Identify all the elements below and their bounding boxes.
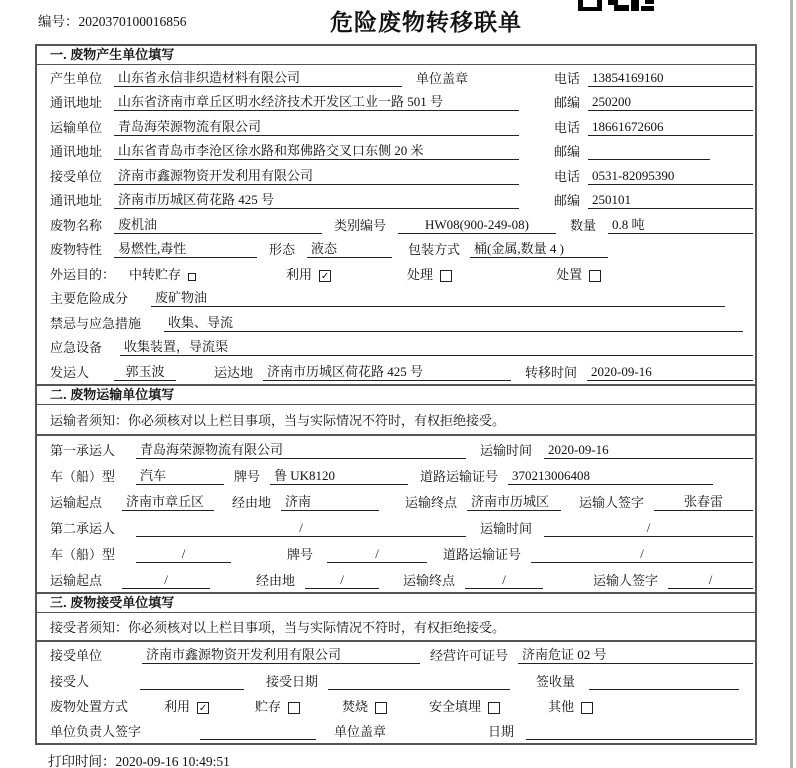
transfer-time-value: 2020-09-16 (587, 364, 753, 381)
row-carrier2 (37, 514, 755, 540)
producer-phone-label: 电话 (553, 70, 580, 86)
checkbox-icon (288, 702, 300, 714)
checkbox-label: 焚烧 (342, 698, 369, 714)
section2-rows (37, 436, 755, 592)
vehicle-type1-label: 车（船）型 (50, 469, 116, 484)
section1-heading: 一. 废物产生单位填写 (37, 46, 755, 65)
checkbox-icon (581, 702, 593, 714)
receiver-address-label: 通讯地址 (50, 193, 103, 209)
producer-phone-value: 13854169160 (588, 70, 753, 87)
transport-time2-label: 运输时间 (480, 521, 533, 536)
hazard-component-label: 主要危险成分 (50, 291, 129, 307)
receiver-unit-label: 接受单位 (50, 168, 103, 184)
purpose-option-dispose (556, 264, 601, 283)
manifest-table (35, 44, 757, 745)
road-permit2-label: 道路运输证号 (443, 547, 522, 562)
business-permit-label: 经营许可证号 (430, 648, 509, 664)
business-permit-value: 济南危证 02 号 (518, 644, 753, 664)
carrier-sign2-value: / (668, 572, 753, 589)
checkbox-icon (440, 270, 452, 282)
producer-postcode-label: 邮编 (553, 95, 580, 111)
waste-property-value: 易燃性,毒性 (114, 238, 257, 258)
shipper-label: 发运人 (50, 364, 90, 380)
producer-address-value: 山东省济南市章丘区明水经济技术开发区工业一路 501 号 (114, 91, 519, 111)
shipper-value: 郭玉波 (114, 361, 176, 381)
transport-phone-label: 电话 (553, 119, 580, 135)
row-shipper (37, 359, 755, 384)
origin2-label: 运输起点 (50, 573, 103, 588)
row-route1 (37, 488, 755, 514)
transport-address-label: 通讯地址 (50, 144, 103, 160)
waste-name-value: 废机油 (114, 214, 322, 234)
receiving-unit-value: 济南市鑫源物资开发利用有限公司 (142, 644, 420, 664)
vehicle-type1-value: 汽车 (136, 465, 224, 485)
row-emergency-equipment (37, 335, 755, 360)
plate-no1-label: 牌号 (234, 469, 261, 484)
row-hazard-component (37, 286, 755, 311)
doc-number (38, 10, 187, 30)
receiver-address-value: 济南市历城区荷花路 425 号 (114, 189, 519, 209)
terminus2-label: 运输终点 (403, 573, 456, 588)
section1-rows (37, 65, 755, 384)
via1-value: 济南 (281, 491, 379, 511)
row-producer-unit (37, 65, 755, 90)
plate-no2-label: 牌号 (287, 547, 314, 562)
purpose-label: 外运目的： (50, 266, 116, 282)
origin1-label: 运输起点 (50, 495, 103, 510)
checkbox-label: 其他 (548, 698, 575, 714)
transfer-time-label: 转移时间 (525, 364, 578, 380)
received-qty-label: 签收量 (536, 673, 576, 689)
transport-postcode-label: 邮编 (553, 144, 580, 160)
via2-label: 经由地 (256, 573, 296, 588)
unit-seal2-label: 单位盖章 (334, 724, 387, 739)
origin1-value: 济南市章丘区 (122, 491, 214, 511)
section2-heading: 二. 废物运输单位填写 (37, 384, 755, 405)
row-transport-unit (37, 114, 755, 139)
carrier1-value: 青岛海荣源物流有限公司 (136, 439, 466, 459)
vehicle-type2-value: / (136, 546, 231, 563)
checkbox-icon (375, 702, 387, 714)
terminus1-value: 济南市历城区 (467, 491, 561, 511)
responsible-sign-value (200, 739, 316, 740)
emergency-equipment-value: 收集装置，导流渠 (120, 336, 753, 356)
checkbox-label: 利用 (164, 698, 191, 714)
transport-unit-label: 运输单位 (50, 119, 103, 135)
producer-postcode-value: 250200 (588, 94, 753, 111)
window-right-edge (790, 0, 793, 768)
category-code-label: 类别编号 (334, 217, 387, 233)
disposal-method-label: 废物处置方式 (50, 698, 129, 714)
quantity-value: 0.8 吨 (608, 214, 753, 234)
accept-date-label: 接受日期 (266, 673, 319, 689)
transport-postcode-value (588, 159, 710, 160)
road-permit1-label: 道路运输证号 (420, 469, 499, 484)
checkbox-label: 处理 (407, 266, 434, 282)
waste-name-label: 废物名称 (50, 217, 103, 233)
checkbox-icon: ✓ (198, 702, 208, 714)
checkbox-icon (589, 270, 601, 282)
producer-address-label: 通讯地址 (50, 95, 103, 111)
received-qty-value (589, 689, 739, 690)
doc-number-value: 2020370100016856 (78, 14, 187, 29)
quantity-label: 数量 (570, 217, 597, 233)
form-value: 液态 (307, 238, 392, 258)
row-disposal-method (37, 693, 755, 718)
section2-notice: 运输者须知：你必须核对以上栏目事项，当与实际情况不符时，有权拒绝接受。 (37, 405, 755, 436)
receiving-unit-label: 接受单位 (50, 648, 103, 664)
contraindication-value: 收集、导流 (164, 312, 743, 332)
checkbox-icon (188, 273, 196, 281)
carrier1-label: 第一承运人 (50, 443, 116, 458)
qr-code-fragment (578, 0, 654, 12)
responsible-sign-label: 单位负责人签字 (50, 724, 142, 739)
transport-unit-value: 青岛海荣源物流有限公司 (114, 116, 519, 136)
disposal-option-other (548, 696, 593, 715)
print-time (48, 750, 230, 768)
producer-unit-label: 产生单位 (50, 70, 103, 86)
row-vehicle2 (37, 540, 755, 566)
road-permit1-value: 370213006408 (508, 468, 713, 485)
date-label: 日期 (488, 724, 515, 739)
row-responsible-sign (37, 718, 755, 743)
accept-date-value (328, 689, 510, 690)
plate-no2-value: / (327, 546, 427, 563)
row-vehicle1 (37, 462, 755, 488)
receiver-unit-value: 济南市鑫源物资开发利用有限公司 (114, 165, 519, 185)
row-waste-name (37, 212, 755, 237)
waste-property-label: 废物特性 (50, 242, 103, 258)
disposal-option-landfill (429, 696, 500, 715)
row-contraindication (37, 310, 755, 335)
acceptor-value (140, 689, 244, 690)
section3-rows (37, 642, 755, 743)
checkbox-label: 中转贮存 (129, 266, 182, 282)
doc-number-label: 编号： (38, 14, 79, 29)
carrier-sign2-label: 运输人签字 (593, 573, 659, 588)
vehicle-type2-label: 车（船）型 (50, 547, 116, 562)
origin2-value: / (122, 572, 210, 589)
carrier2-label: 第二承运人 (50, 521, 116, 536)
emergency-equipment-label: 应急设备 (50, 340, 103, 356)
transport-time2-value: / (544, 520, 753, 537)
terminus1-label: 运输终点 (405, 495, 458, 510)
section3-notice: 接受者须知：你必须核对以上栏目事项，当与实际情况不符时，有权拒绝接受。 (37, 613, 755, 642)
checkbox-label: 安全填埋 (429, 698, 482, 714)
checkbox-label: 贮存 (255, 698, 282, 714)
destination-label: 运达地 (214, 364, 254, 380)
via2-value: / (305, 572, 379, 589)
row-receiver-unit (37, 163, 755, 188)
row-receiving-unit (37, 642, 755, 667)
producer-unit-value: 山东省永信非织造材料有限公司 (114, 67, 402, 87)
acceptor-label: 接受人 (50, 673, 90, 689)
page-title: 危险废物转移联单 (330, 9, 522, 35)
print-time-label: 打印时间： (48, 754, 116, 768)
destination-value: 济南市历城区荷花路 425 号 (263, 361, 511, 381)
checkbox-icon (488, 702, 500, 714)
transport-time1-label: 运输时间 (480, 443, 533, 458)
unit-seal-label: 单位盖章 (416, 70, 469, 86)
carrier-sign1-label: 运输人签字 (579, 495, 645, 510)
disposal-option-utilize (164, 696, 209, 715)
road-permit2-value: / (531, 546, 753, 563)
purpose-option-utilize (286, 264, 331, 283)
packaging-label: 包装方式 (408, 242, 461, 258)
purpose-option-treat (407, 264, 452, 283)
row-transport-address (37, 139, 755, 164)
carrier-sign1-value: 张春雷 (654, 491, 753, 511)
category-code-value: HW08(900-249-08) (398, 217, 556, 234)
row-carrier1 (37, 436, 755, 462)
checkbox-icon: ✓ (320, 270, 330, 282)
purpose-option-storage (129, 264, 196, 283)
row-receiver-address (37, 188, 755, 213)
carrier2-value: / (136, 520, 466, 537)
row-acceptor (37, 667, 755, 692)
packaging-value: 桶(金属,数量 4 ) (470, 238, 608, 258)
via1-label: 经由地 (232, 495, 272, 510)
contraindication-label: 禁忌与应急措施 (50, 315, 142, 331)
receiver-postcode-value: 250101 (588, 192, 753, 209)
date-value (526, 739, 753, 740)
form-label: 形态 (269, 242, 296, 258)
section3-heading: 三. 废物接受单位填写 (37, 592, 755, 613)
receiver-phone-label: 电话 (553, 168, 580, 184)
print-time-value: 2020-09-16 10:49:51 (115, 754, 230, 768)
disposal-option-store (255, 696, 300, 715)
checkbox-label: 处置 (556, 266, 583, 282)
row-producer-address (37, 90, 755, 115)
row-route2 (37, 566, 755, 592)
disposal-option-incinerate (342, 696, 387, 715)
transport-phone-value: 18661672606 (588, 119, 753, 136)
receiver-phone-value: 0531-82095390 (588, 168, 753, 185)
plate-no1-value: 鲁 UK8120 (270, 465, 408, 485)
terminus2-value: / (465, 572, 543, 589)
hazard-component-value: 废矿物油 (151, 287, 725, 307)
receiver-postcode-label: 邮编 (553, 193, 580, 209)
row-transfer-purpose (37, 261, 755, 286)
checkbox-label: 利用 (286, 266, 313, 282)
transport-address-value: 山东省青岛市李沧区徐水路和郑佛路交叉口东侧 20 米 (114, 140, 519, 160)
transport-time1-value: 2020-09-16 (544, 442, 753, 459)
row-waste-property (37, 237, 755, 262)
